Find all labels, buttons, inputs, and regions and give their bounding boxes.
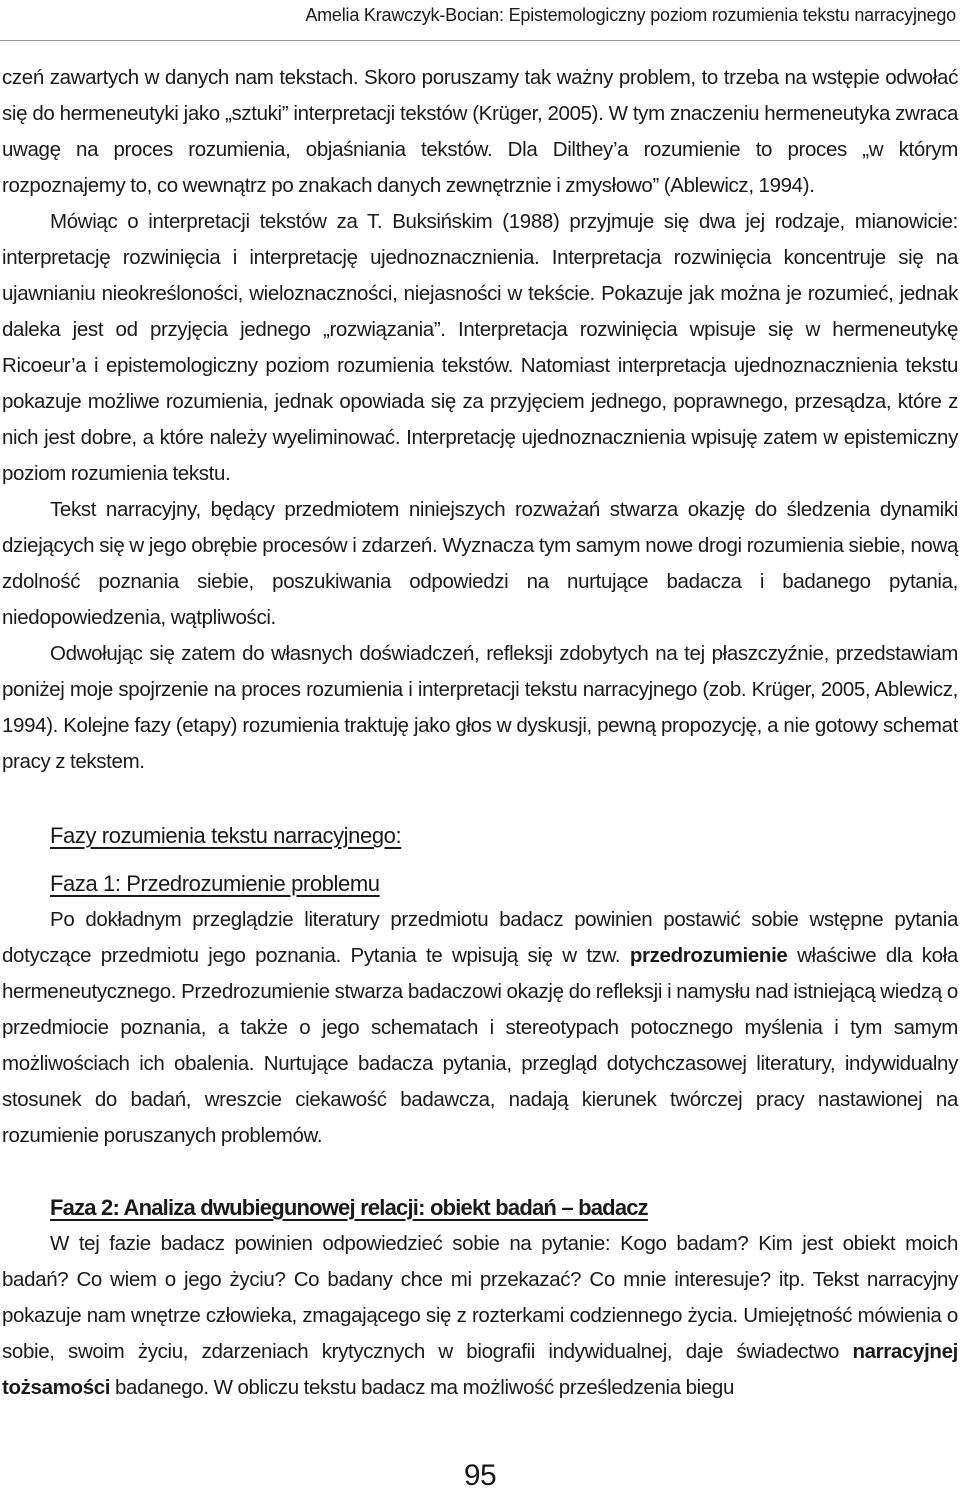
header-rule — [0, 40, 960, 41]
paragraph-own-view: Odwołując się zatem do własnych doświadczeń, refleksji zdobytych na tej płaszczyźnie, przedstawiam poniżej moje spojrzenie na proces rozumienia i interpretacji tekstu narracyjnego (zob. Krüger, 2005, Ablewicz, 1994). Kolejne fazy (etapy) rozumienia traktuję jako głos w dyskusji, pewną propozycję, a nie gotowy schemat pracy z tekstem. — [2, 642, 958, 773]
paragraph-phase-1 — [2, 902, 958, 1154]
phase-1-text-start: Po dokładnym przeglądzie literatury przedmiotu badacz powinien postawić sobie wstępne pytania dotyczące przedmiotu jego poznania. Pytania te wpisują się w tzw. — [2, 908, 958, 967]
subheading-phase-2: Faza 2: Analiza dwubiegunowej relacji: obiekt badań – badacz — [50, 1195, 648, 1220]
phase-2-text-start: W tej fazie badacz powinien odpowiedzieć sobie na pytanie: Kogo badam? Kim jest obiekt moich badań? Co wiem o jego życiu? Co badany chce mi przekazać? Co mnie interesuje? itp. Tekst narracyjny pokazuje nam wnętrze człowieka, zmagającego się z rozterkami codziennego życia. Umiejętność mówienia o sobie, swoim życiu, zdarzeniach krytycznych w biografii indywidualnej, daje świadectwo — [2, 1232, 958, 1363]
spacer — [2, 1154, 958, 1190]
term-preunderstanding: przedrozumienie — [629, 944, 788, 967]
page-number: 95 — [463, 1459, 497, 1492]
paragraph-phase-2 — [2, 1226, 958, 1406]
paragraph-narrative-text: Tekst narracyjny, będący przedmiotem niniejszych rozważań stwarza okazję do śledzenia dynamiki dziejących się w jego obrębie procesów i zdarzeń. Wyznacza tym samym nowe drogi rozumienia siebie, nową zdolność poznania siebie, poszukiwania odpowiedzi na nurtujące badacza i badanego pytania, niedopowiedzenia, wątpliwości. — [2, 498, 958, 629]
section-heading-phases: Fazy rozumienia tekstu narracyjnego: — [50, 823, 402, 848]
phase-2-text-end: badanego. W obliczu tekstu badacz ma możliwość prześledzenia biegu — [110, 1376, 735, 1399]
subheading-phase-1: Faza 1: Przedrozumienie problemu — [50, 871, 380, 896]
spacer — [2, 780, 958, 818]
running-head: Amelia Krawczyk-Bocian: Epistemologiczny poziom rozumienia tekstu narracyjnego — [305, 5, 956, 25]
body-text — [2, 60, 958, 1406]
phase-1-text-end: właściwe dla koła hermeneutycznego. Przedrozumienie stwarza badaczowi okazję do refleksji i namysłu nad istniejącą wiedzą o przedmiocie poznania, a także o jego schematach i stereotypach potocznego myślenia i tym samym możliwościach ich obalenia. Nurtujące badacza pytania, przegląd dotychczasowej literatury, indywidualny stosunek do badań, wreszcie ciekawość badawcza, nadają kierunek twórczej pracy nastawionej na rozumienie poruszanych problemów. — [2, 944, 958, 1147]
paragraph-interpretation-types: Mówiąc o interpretacji tekstów za T. Buksińskim (1988) przyjmuje się dwa jej rodzaje, mianowicie: interpretację rozwinięcia i interpretację ujednoznacznienia. Interpretacja rozwinięcia koncentruje się na ujawnianiu nieokreśloności, wieloznaczności, niejasności w tekście. Pokazuje jak można je rozumieć, jednak daleka jest od przyjęcia jednego „rozwiązania”. Interpretacja rozwinięcia wpisuje się w hermeneutykę Ricoeur’a i epistemologiczny poziom rozumienia tekstów. Natomiast interpretacja ujednoznacznienia tekstu pokazuje możliwe rozumienia, jednak opowiada się za przyjęciem jednego, poprawnego, przesądza, które z nich jest dobre, a które należy wyeliminować. Interpretację ujednoznacznienia wpisuję zatem w epistemiczny poziom rozumienia tekstu. — [2, 210, 958, 485]
spacer — [2, 854, 958, 866]
term-narrative-identity: narracyjnej tożsamości — [2, 1340, 958, 1399]
paragraph-continuation: czeń zawartych w danych nam tekstach. Skoro poruszamy tak ważny problem, to trzeba na wstępie odwołać się do hermeneutyki jako „sztuki” interpretacji tekstów (Krüger, 2005). W tym znaczeniu hermeneutyka zwraca uwagę na proces rozumienia, objaśniania tekstów. Dla Dilthey’a rozumienie to proces „w którym rozpoznajemy to, co wewnątrz po znakach danych zewnętrznie i zmysłowo” (Ablewicz, 1994). — [2, 66, 958, 197]
